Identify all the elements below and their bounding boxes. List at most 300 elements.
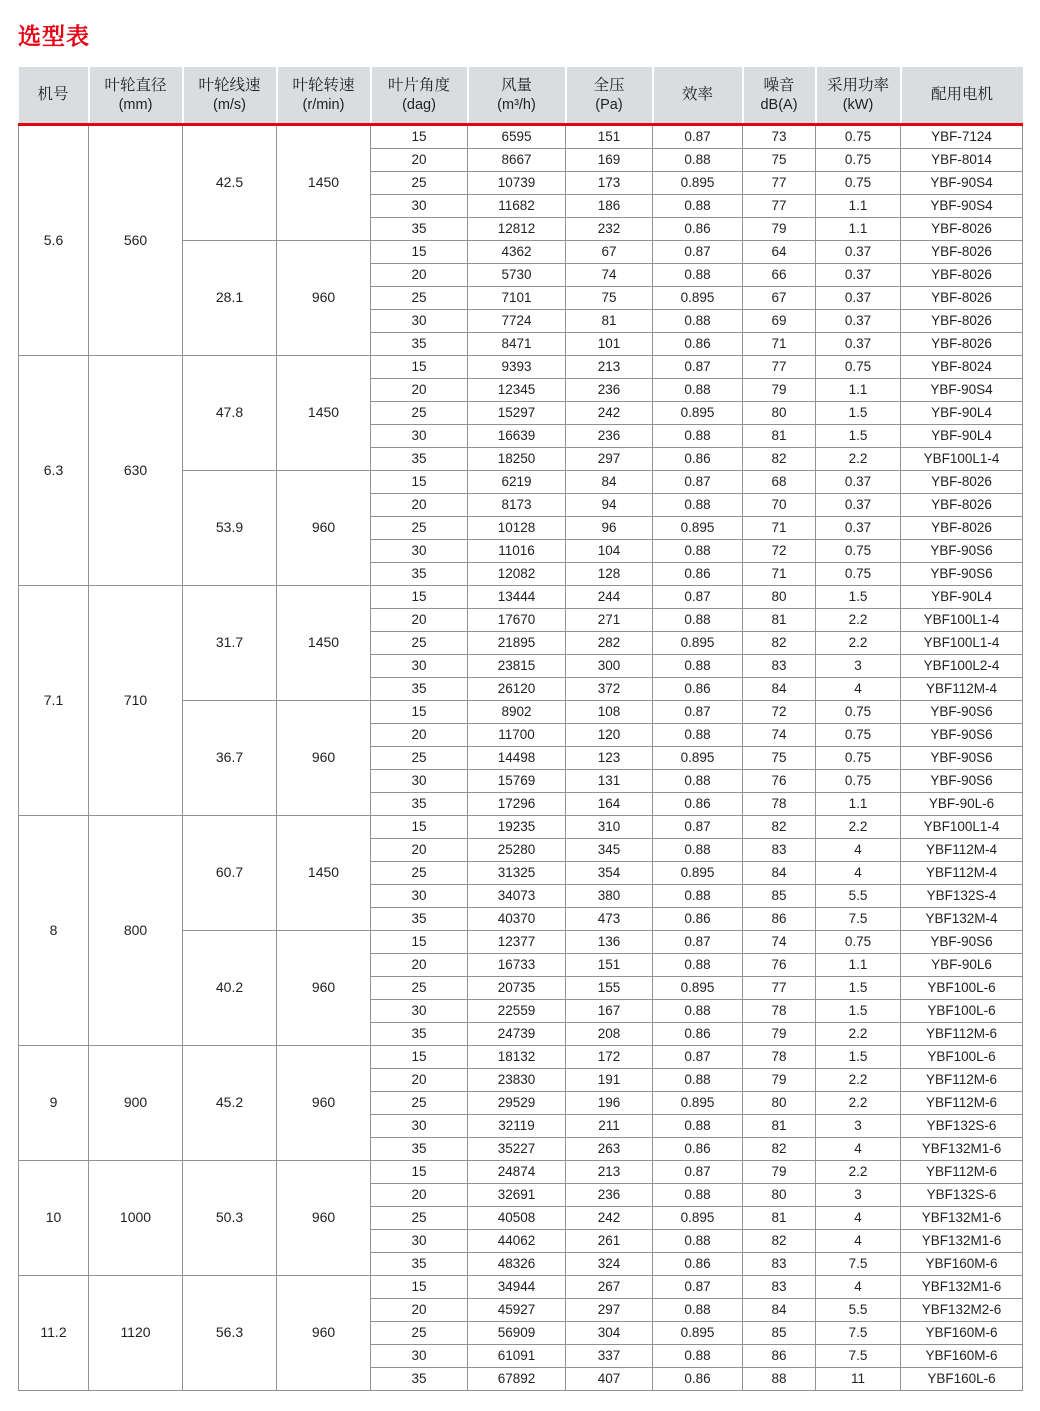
pressure-cell: 236 — [566, 379, 653, 402]
motor-cell: YBF100L2-4 — [901, 655, 1023, 678]
power-cell: 0.75 — [816, 149, 901, 172]
airflow-cell: 12082 — [468, 563, 566, 586]
pressure-cell: 136 — [566, 931, 653, 954]
noise-cell: 76 — [743, 954, 816, 977]
motor-cell: YBF-8026 — [901, 264, 1023, 287]
pressure-cell: 372 — [566, 678, 653, 701]
blade-angle-cell: 30 — [371, 310, 468, 333]
motor-cell: YBF112M-6 — [901, 1161, 1023, 1184]
power-cell: 4 — [816, 1138, 901, 1161]
airflow-cell: 8173 — [468, 494, 566, 517]
column-label: 噪音 — [763, 76, 795, 94]
noise-cell: 72 — [743, 701, 816, 724]
pressure-cell: 169 — [566, 149, 653, 172]
noise-cell: 81 — [743, 425, 816, 448]
noise-cell: 71 — [743, 563, 816, 586]
noise-cell: 74 — [743, 724, 816, 747]
efficiency-cell: 0.87 — [653, 471, 743, 494]
column-unit: (r/min) — [302, 96, 345, 113]
noise-cell: 69 — [743, 310, 816, 333]
machine-no-cell: 10 — [19, 1161, 89, 1276]
rpm-cell: 960 — [277, 1046, 371, 1161]
machine-no-cell: 5.6 — [19, 125, 89, 356]
table-row — [19, 356, 1023, 379]
airflow-cell: 21895 — [468, 632, 566, 655]
noise-cell: 83 — [743, 839, 816, 862]
noise-cell: 82 — [743, 816, 816, 839]
airflow-cell: 7724 — [468, 310, 566, 333]
efficiency-cell: 0.88 — [653, 264, 743, 287]
motor-cell: YBF-90S6 — [901, 701, 1023, 724]
efficiency-cell: 0.88 — [653, 149, 743, 172]
power-cell: 0.37 — [816, 310, 901, 333]
efficiency-cell: 0.86 — [653, 793, 743, 816]
motor-cell: YBF132M1-6 — [901, 1207, 1023, 1230]
airflow-cell: 61091 — [468, 1345, 566, 1368]
airflow-cell: 11682 — [468, 195, 566, 218]
motor-cell: YBF-90S6 — [901, 540, 1023, 563]
selection-table — [18, 67, 1023, 1391]
airflow-cell: 10739 — [468, 172, 566, 195]
machine-no-cell: 11.2 — [19, 1276, 89, 1391]
airflow-cell: 17670 — [468, 609, 566, 632]
efficiency-cell: 0.895 — [653, 747, 743, 770]
line-speed-cell: 40.2 — [183, 931, 277, 1046]
pressure-cell: 297 — [566, 1299, 653, 1322]
column-label: 效率 — [681, 85, 713, 103]
line-speed-cell: 31.7 — [183, 586, 277, 701]
efficiency-cell: 0.86 — [653, 678, 743, 701]
airflow-cell: 5730 — [468, 264, 566, 287]
airflow-cell: 10128 — [468, 517, 566, 540]
rpm-cell: 1450 — [277, 356, 371, 471]
power-cell: 1.1 — [816, 379, 901, 402]
motor-cell: YBF100L-6 — [901, 977, 1023, 1000]
blade-angle-cell: 30 — [371, 1345, 468, 1368]
line-speed-cell: 36.7 — [183, 701, 277, 816]
efficiency-cell: 0.87 — [653, 586, 743, 609]
power-cell: 0.37 — [816, 471, 901, 494]
noise-cell: 71 — [743, 517, 816, 540]
power-cell: 0.37 — [816, 494, 901, 517]
power-cell: 1.1 — [816, 793, 901, 816]
efficiency-cell: 0.88 — [653, 310, 743, 333]
noise-cell: 73 — [743, 125, 816, 149]
power-cell: 0.37 — [816, 241, 901, 264]
motor-cell: YBF132M-4 — [901, 908, 1023, 931]
efficiency-cell: 0.895 — [653, 1207, 743, 1230]
motor-cell: YBF112M-4 — [901, 678, 1023, 701]
power-cell: 0.75 — [816, 701, 901, 724]
airflow-cell: 12345 — [468, 379, 566, 402]
power-cell: 2.2 — [816, 1069, 901, 1092]
efficiency-cell: 0.88 — [653, 655, 743, 678]
noise-cell: 86 — [743, 908, 816, 931]
rpm-cell: 960 — [277, 1161, 371, 1276]
noise-cell: 86 — [743, 1345, 816, 1368]
noise-cell: 83 — [743, 655, 816, 678]
pressure-cell: 232 — [566, 218, 653, 241]
power-cell: 0.75 — [816, 172, 901, 195]
blade-angle-cell: 20 — [371, 839, 468, 862]
rpm-cell: 960 — [277, 471, 371, 586]
blade-angle-cell: 20 — [371, 1184, 468, 1207]
efficiency-cell: 0.895 — [653, 287, 743, 310]
blade-angle-cell: 15 — [371, 471, 468, 494]
power-cell: 5.5 — [816, 1299, 901, 1322]
column-unit: (m³/h) — [497, 96, 536, 113]
power-cell: 0.37 — [816, 517, 901, 540]
airflow-cell: 6595 — [468, 125, 566, 149]
motor-cell: YBF-8026 — [901, 494, 1023, 517]
pressure-cell: 123 — [566, 747, 653, 770]
noise-cell: 79 — [743, 1023, 816, 1046]
motor-cell: YBF132S-4 — [901, 885, 1023, 908]
power-cell: 0.75 — [816, 540, 901, 563]
noise-cell: 68 — [743, 471, 816, 494]
noise-cell: 85 — [743, 885, 816, 908]
airflow-cell: 26120 — [468, 678, 566, 701]
motor-cell: YBF112M-4 — [901, 839, 1023, 862]
power-cell: 1.5 — [816, 1046, 901, 1069]
column-header-efficiency — [653, 67, 743, 125]
motor-cell: YBF112M-4 — [901, 862, 1023, 885]
noise-cell: 75 — [743, 747, 816, 770]
column-header-impeller-line-speed — [183, 67, 277, 125]
pressure-cell: 380 — [566, 885, 653, 908]
noise-cell: 75 — [743, 149, 816, 172]
motor-cell: YBF132M2-6 — [901, 1299, 1023, 1322]
power-cell: 2.2 — [816, 609, 901, 632]
pressure-cell: 473 — [566, 908, 653, 931]
airflow-cell: 24874 — [468, 1161, 566, 1184]
pressure-cell: 167 — [566, 1000, 653, 1023]
motor-cell: YBF160M-6 — [901, 1345, 1023, 1368]
power-cell: 0.75 — [816, 770, 901, 793]
efficiency-cell: 0.86 — [653, 448, 743, 471]
airflow-cell: 32119 — [468, 1115, 566, 1138]
airflow-cell: 8471 — [468, 333, 566, 356]
diameter-cell: 1000 — [89, 1161, 183, 1276]
blade-angle-cell: 25 — [371, 517, 468, 540]
airflow-cell: 34073 — [468, 885, 566, 908]
noise-cell: 85 — [743, 1322, 816, 1345]
rpm-cell: 960 — [277, 701, 371, 816]
airflow-cell: 15297 — [468, 402, 566, 425]
efficiency-cell: 0.895 — [653, 632, 743, 655]
motor-cell: YBF-8026 — [901, 310, 1023, 333]
noise-cell: 82 — [743, 1138, 816, 1161]
noise-cell: 77 — [743, 356, 816, 379]
column-label: 配用电机 — [930, 85, 993, 103]
motor-cell: YBF-90S6 — [901, 563, 1023, 586]
motor-cell: YBF-8026 — [901, 218, 1023, 241]
line-speed-cell: 47.8 — [183, 356, 277, 471]
pressure-cell: 94 — [566, 494, 653, 517]
line-speed-cell: 56.3 — [183, 1276, 277, 1391]
power-cell: 1.5 — [816, 1000, 901, 1023]
noise-cell: 78 — [743, 1000, 816, 1023]
power-cell: 0.75 — [816, 356, 901, 379]
blade-angle-cell: 25 — [371, 747, 468, 770]
power-cell: 1.1 — [816, 218, 901, 241]
efficiency-cell: 0.895 — [653, 172, 743, 195]
efficiency-cell: 0.88 — [653, 609, 743, 632]
motor-cell: YBF-90S6 — [901, 770, 1023, 793]
pressure-cell: 96 — [566, 517, 653, 540]
blade-angle-cell: 30 — [371, 655, 468, 678]
blade-angle-cell: 15 — [371, 1276, 468, 1299]
noise-cell: 72 — [743, 540, 816, 563]
pressure-cell: 236 — [566, 1184, 653, 1207]
column-label: 叶轮转速 — [292, 76, 355, 94]
pressure-cell: 310 — [566, 816, 653, 839]
pressure-cell: 337 — [566, 1345, 653, 1368]
column-unit: (mm) — [118, 96, 153, 113]
pressure-cell: 300 — [566, 655, 653, 678]
pressure-cell: 244 — [566, 586, 653, 609]
airflow-cell: 20735 — [468, 977, 566, 1000]
diameter-cell: 560 — [89, 125, 183, 356]
efficiency-cell: 0.87 — [653, 1276, 743, 1299]
page-title: 选型表 — [18, 23, 90, 49]
power-cell: 1.1 — [816, 195, 901, 218]
airflow-cell: 6219 — [468, 471, 566, 494]
blade-angle-cell: 30 — [371, 885, 468, 908]
pressure-cell: 186 — [566, 195, 653, 218]
machine-no-cell: 6.3 — [19, 356, 89, 586]
pressure-cell: 304 — [566, 1322, 653, 1345]
airflow-cell: 8667 — [468, 149, 566, 172]
power-cell: 7.5 — [816, 1322, 901, 1345]
power-cell: 4 — [816, 862, 901, 885]
pressure-cell: 297 — [566, 448, 653, 471]
blade-angle-cell: 25 — [371, 1322, 468, 1345]
power-cell: 7.5 — [816, 908, 901, 931]
pressure-cell: 196 — [566, 1092, 653, 1115]
blade-angle-cell: 15 — [371, 356, 468, 379]
motor-cell: YBF-8026 — [901, 471, 1023, 494]
power-cell: 3 — [816, 1115, 901, 1138]
machine-no-cell: 9 — [19, 1046, 89, 1161]
efficiency-cell: 0.88 — [653, 1115, 743, 1138]
power-cell: 3 — [816, 655, 901, 678]
power-cell: 0.75 — [816, 125, 901, 149]
motor-cell: YBF-8024 — [901, 356, 1023, 379]
power-cell: 4 — [816, 1276, 901, 1299]
motor-cell: YBF-7124 — [901, 125, 1023, 149]
power-cell: 5.5 — [816, 885, 901, 908]
noise-cell: 66 — [743, 264, 816, 287]
motor-cell: YBF-90L4 — [901, 586, 1023, 609]
blade-angle-cell: 15 — [371, 931, 468, 954]
power-cell: 0.37 — [816, 264, 901, 287]
airflow-cell: 7101 — [468, 287, 566, 310]
pressure-cell: 271 — [566, 609, 653, 632]
airflow-cell: 35227 — [468, 1138, 566, 1161]
machine-no-cell: 7.1 — [19, 586, 89, 816]
efficiency-cell: 0.88 — [653, 1184, 743, 1207]
efficiency-cell: 0.86 — [653, 218, 743, 241]
airflow-cell: 34944 — [468, 1276, 566, 1299]
efficiency-cell: 0.87 — [653, 1161, 743, 1184]
blade-angle-cell: 35 — [371, 1368, 468, 1391]
pressure-cell: 128 — [566, 563, 653, 586]
pressure-cell: 172 — [566, 1046, 653, 1069]
line-speed-cell: 50.3 — [183, 1161, 277, 1276]
efficiency-cell: 0.895 — [653, 1092, 743, 1115]
airflow-cell: 12812 — [468, 218, 566, 241]
efficiency-cell: 0.86 — [653, 1368, 743, 1391]
diameter-cell: 710 — [89, 586, 183, 816]
blade-angle-cell: 25 — [371, 1207, 468, 1230]
column-header-noise — [743, 67, 816, 125]
motor-cell: YBF132M1-6 — [901, 1276, 1023, 1299]
diameter-cell: 630 — [89, 356, 183, 586]
noise-cell: 82 — [743, 1230, 816, 1253]
pressure-cell: 131 — [566, 770, 653, 793]
column-unit: (dag) — [402, 96, 436, 113]
motor-cell: YBF-8014 — [901, 149, 1023, 172]
line-speed-cell: 60.7 — [183, 816, 277, 931]
motor-cell: YBF100L1-4 — [901, 632, 1023, 655]
column-header-air-volume — [468, 67, 566, 125]
blade-angle-cell: 35 — [371, 1138, 468, 1161]
blade-angle-cell: 25 — [371, 632, 468, 655]
blade-angle-cell: 25 — [371, 1092, 468, 1115]
motor-cell: YBF-90S6 — [901, 724, 1023, 747]
blade-angle-cell: 25 — [371, 287, 468, 310]
table-row — [19, 1046, 1023, 1069]
efficiency-cell: 0.88 — [653, 1230, 743, 1253]
noise-cell: 78 — [743, 793, 816, 816]
airflow-cell: 18132 — [468, 1046, 566, 1069]
blade-angle-cell: 20 — [371, 724, 468, 747]
airflow-cell: 45927 — [468, 1299, 566, 1322]
blade-angle-cell: 30 — [371, 770, 468, 793]
airflow-cell: 19235 — [468, 816, 566, 839]
rpm-cell: 960 — [277, 241, 371, 356]
diameter-cell: 1120 — [89, 1276, 183, 1391]
pressure-cell: 345 — [566, 839, 653, 862]
rpm-cell: 1450 — [277, 125, 371, 241]
motor-cell: YBF112M-6 — [901, 1069, 1023, 1092]
rpm-cell: 960 — [277, 931, 371, 1046]
power-cell: 2.2 — [816, 448, 901, 471]
power-cell: 0.75 — [816, 931, 901, 954]
airflow-cell: 48326 — [468, 1253, 566, 1276]
efficiency-cell: 0.88 — [653, 1000, 743, 1023]
column-unit: (Pa) — [595, 96, 623, 113]
blade-angle-cell: 20 — [371, 1299, 468, 1322]
pressure-cell: 267 — [566, 1276, 653, 1299]
blade-angle-cell: 35 — [371, 1023, 468, 1046]
efficiency-cell: 0.87 — [653, 816, 743, 839]
blade-angle-cell: 30 — [371, 1230, 468, 1253]
motor-cell: YBF112M-6 — [901, 1092, 1023, 1115]
pressure-cell: 213 — [566, 1161, 653, 1184]
airflow-cell: 29529 — [468, 1092, 566, 1115]
power-cell: 4 — [816, 1207, 901, 1230]
table-row — [19, 816, 1023, 839]
column-header-blade-angle — [371, 67, 468, 125]
pressure-cell: 263 — [566, 1138, 653, 1161]
diameter-cell: 800 — [89, 816, 183, 1046]
blade-angle-cell: 15 — [371, 241, 468, 264]
motor-cell: YBF160M-6 — [901, 1322, 1023, 1345]
airflow-cell: 23815 — [468, 655, 566, 678]
motor-cell: YBF112M-6 — [901, 1023, 1023, 1046]
noise-cell: 67 — [743, 287, 816, 310]
table-head — [19, 67, 1023, 125]
diameter-cell: 900 — [89, 1046, 183, 1161]
power-cell: 1.5 — [816, 586, 901, 609]
motor-cell: YBF-90S4 — [901, 379, 1023, 402]
noise-cell: 79 — [743, 379, 816, 402]
power-cell: 1.5 — [816, 977, 901, 1000]
line-speed-cell: 42.5 — [183, 125, 277, 241]
column-unit: (m/s) — [212, 96, 246, 113]
blade-angle-cell: 35 — [371, 678, 468, 701]
efficiency-cell: 0.88 — [653, 954, 743, 977]
power-cell: 11 — [816, 1368, 901, 1391]
power-cell: 2.2 — [816, 1161, 901, 1184]
pressure-cell: 151 — [566, 125, 653, 149]
pressure-cell: 211 — [566, 1115, 653, 1138]
motor-cell: YBF-90S4 — [901, 195, 1023, 218]
pressure-cell: 81 — [566, 310, 653, 333]
noise-cell: 70 — [743, 494, 816, 517]
column-label: 采用功率 — [826, 76, 889, 94]
motor-cell: YBF132M1-6 — [901, 1230, 1023, 1253]
motor-cell: YBF100L1-4 — [901, 816, 1023, 839]
blade-angle-cell: 15 — [371, 816, 468, 839]
motor-cell: YBF132S-6 — [901, 1115, 1023, 1138]
airflow-cell: 16639 — [468, 425, 566, 448]
pressure-cell: 151 — [566, 954, 653, 977]
efficiency-cell: 0.895 — [653, 517, 743, 540]
noise-cell: 77 — [743, 195, 816, 218]
noise-cell: 71 — [743, 333, 816, 356]
power-cell: 0.75 — [816, 747, 901, 770]
motor-cell: YBF160M-6 — [901, 1253, 1023, 1276]
blade-angle-cell: 15 — [371, 125, 468, 149]
noise-cell: 81 — [743, 1207, 816, 1230]
rpm-cell: 1450 — [277, 816, 371, 931]
pressure-cell: 75 — [566, 287, 653, 310]
column-header-impeller-speed — [277, 67, 371, 125]
motor-cell: YBF-90S4 — [901, 172, 1023, 195]
noise-cell: 88 — [743, 1368, 816, 1391]
noise-cell: 84 — [743, 678, 816, 701]
power-cell: 7.5 — [816, 1253, 901, 1276]
blade-angle-cell: 35 — [371, 333, 468, 356]
motor-cell: YBF-90L4 — [901, 425, 1023, 448]
noise-cell: 82 — [743, 632, 816, 655]
noise-cell: 79 — [743, 218, 816, 241]
power-cell: 2.2 — [816, 1092, 901, 1115]
pressure-cell: 120 — [566, 724, 653, 747]
power-cell: 4 — [816, 839, 901, 862]
column-unit: (kW) — [842, 96, 874, 113]
efficiency-cell: 0.88 — [653, 540, 743, 563]
motor-cell: YBF100L1-4 — [901, 609, 1023, 632]
power-cell: 0.75 — [816, 563, 901, 586]
pressure-cell: 407 — [566, 1368, 653, 1391]
motor-cell: YBF160L-6 — [901, 1368, 1023, 1391]
line-speed-cell: 28.1 — [183, 241, 277, 356]
efficiency-cell: 0.87 — [653, 241, 743, 264]
